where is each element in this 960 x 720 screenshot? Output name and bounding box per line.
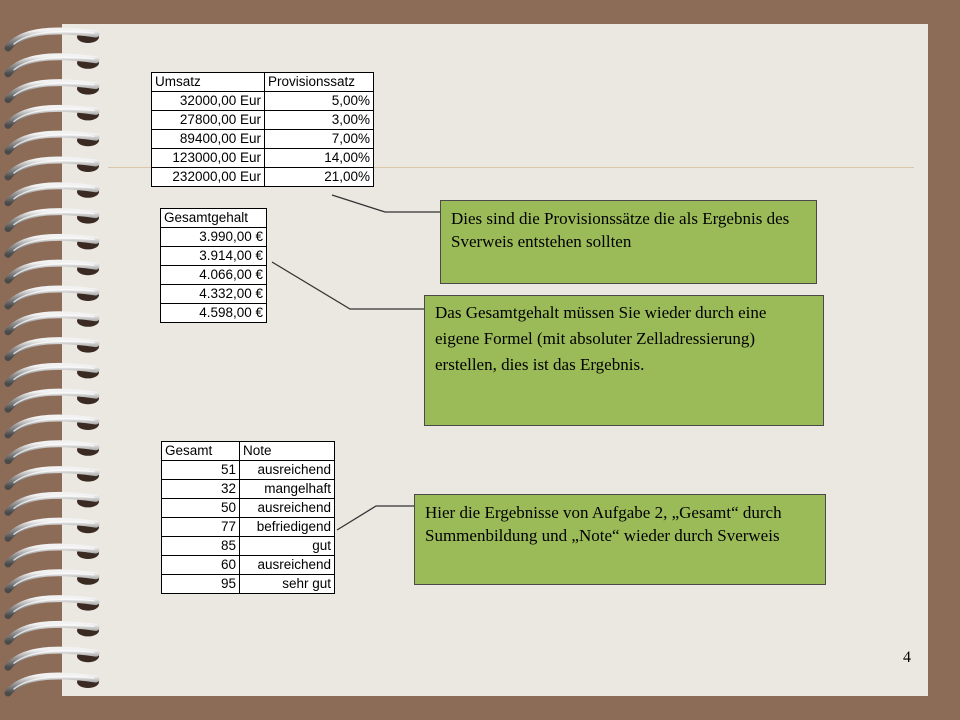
cell-gesamt: 50 bbox=[162, 499, 240, 518]
cell-note: mangelhaft bbox=[240, 480, 335, 499]
cell-gesamtgehalt: 4.598,00 € bbox=[161, 304, 267, 323]
cell-gesamtgehalt: 3.990,00 € bbox=[161, 228, 267, 247]
callout-note bbox=[414, 494, 826, 585]
column-header-umsatz: Umsatz bbox=[152, 73, 265, 92]
cell-provisionssatz: 3,00% bbox=[265, 111, 374, 130]
column-header-note: Note bbox=[240, 442, 335, 461]
callout-provision bbox=[440, 200, 817, 284]
cell-umsatz: 27800,00 Eur bbox=[152, 111, 265, 130]
cell-gesamt: 77 bbox=[162, 518, 240, 537]
connector-gehalt bbox=[272, 262, 425, 309]
cell-gesamtgehalt: 4.332,00 € bbox=[161, 285, 267, 304]
cell-note: ausreichend bbox=[240, 499, 335, 518]
callout-gehalt-text: Das Gesamtgehalt müssen Sie wieder durch eine eigene Formel (mit absoluter Zelladressierung) erstellen, dies ist das Ergebnis. bbox=[435, 303, 767, 374]
page-number: 4 bbox=[903, 649, 911, 666]
cell-gesamtgehalt: 3.914,00 € bbox=[161, 247, 267, 266]
column-header-gesamt: Gesamt bbox=[162, 442, 240, 461]
callout-gehalt bbox=[424, 295, 824, 426]
cell-provisionssatz: 7,00% bbox=[265, 130, 374, 149]
cell-provisionssatz: 21,00% bbox=[265, 168, 374, 187]
cell-note: gut bbox=[240, 537, 335, 556]
cell-gesamt: 85 bbox=[162, 537, 240, 556]
connector-provision bbox=[332, 195, 440, 212]
column-header-provisionssatz: Provisionssatz bbox=[265, 73, 374, 92]
cell-umsatz: 32000,00 Eur bbox=[152, 92, 265, 111]
cell-note: sehr gut bbox=[240, 575, 335, 594]
column-header-gesamtgehalt: Gesamtgehalt bbox=[161, 209, 267, 228]
cell-umsatz: 123000,00 Eur bbox=[152, 149, 265, 168]
cell-gesamtgehalt: 4.066,00 € bbox=[161, 266, 267, 285]
cell-gesamt: 95 bbox=[162, 575, 240, 594]
callout-provision-text: Dies sind die Provisionssätze die als Ergebnis des Sverweis entstehen sollten bbox=[451, 209, 790, 251]
cell-note: befriedigend bbox=[240, 518, 335, 537]
cell-provisionssatz: 5,00% bbox=[265, 92, 374, 111]
cell-gesamt: 51 bbox=[162, 461, 240, 480]
cell-gesamt: 32 bbox=[162, 480, 240, 499]
cell-note: ausreichend bbox=[240, 461, 335, 480]
cell-umsatz: 89400,00 Eur bbox=[152, 130, 265, 149]
callout-note-text: Hier die Ergebnisse von Aufgabe 2, „Gesamt“ durch Summenbildung und „Note“ wieder durch Sverweis bbox=[425, 503, 782, 545]
cell-umsatz: 232000,00 Eur bbox=[152, 168, 265, 187]
connector-note bbox=[337, 506, 414, 530]
cell-gesamt: 60 bbox=[162, 556, 240, 575]
cell-provisionssatz: 14,00% bbox=[265, 149, 374, 168]
cell-note: ausreichend bbox=[240, 556, 335, 575]
